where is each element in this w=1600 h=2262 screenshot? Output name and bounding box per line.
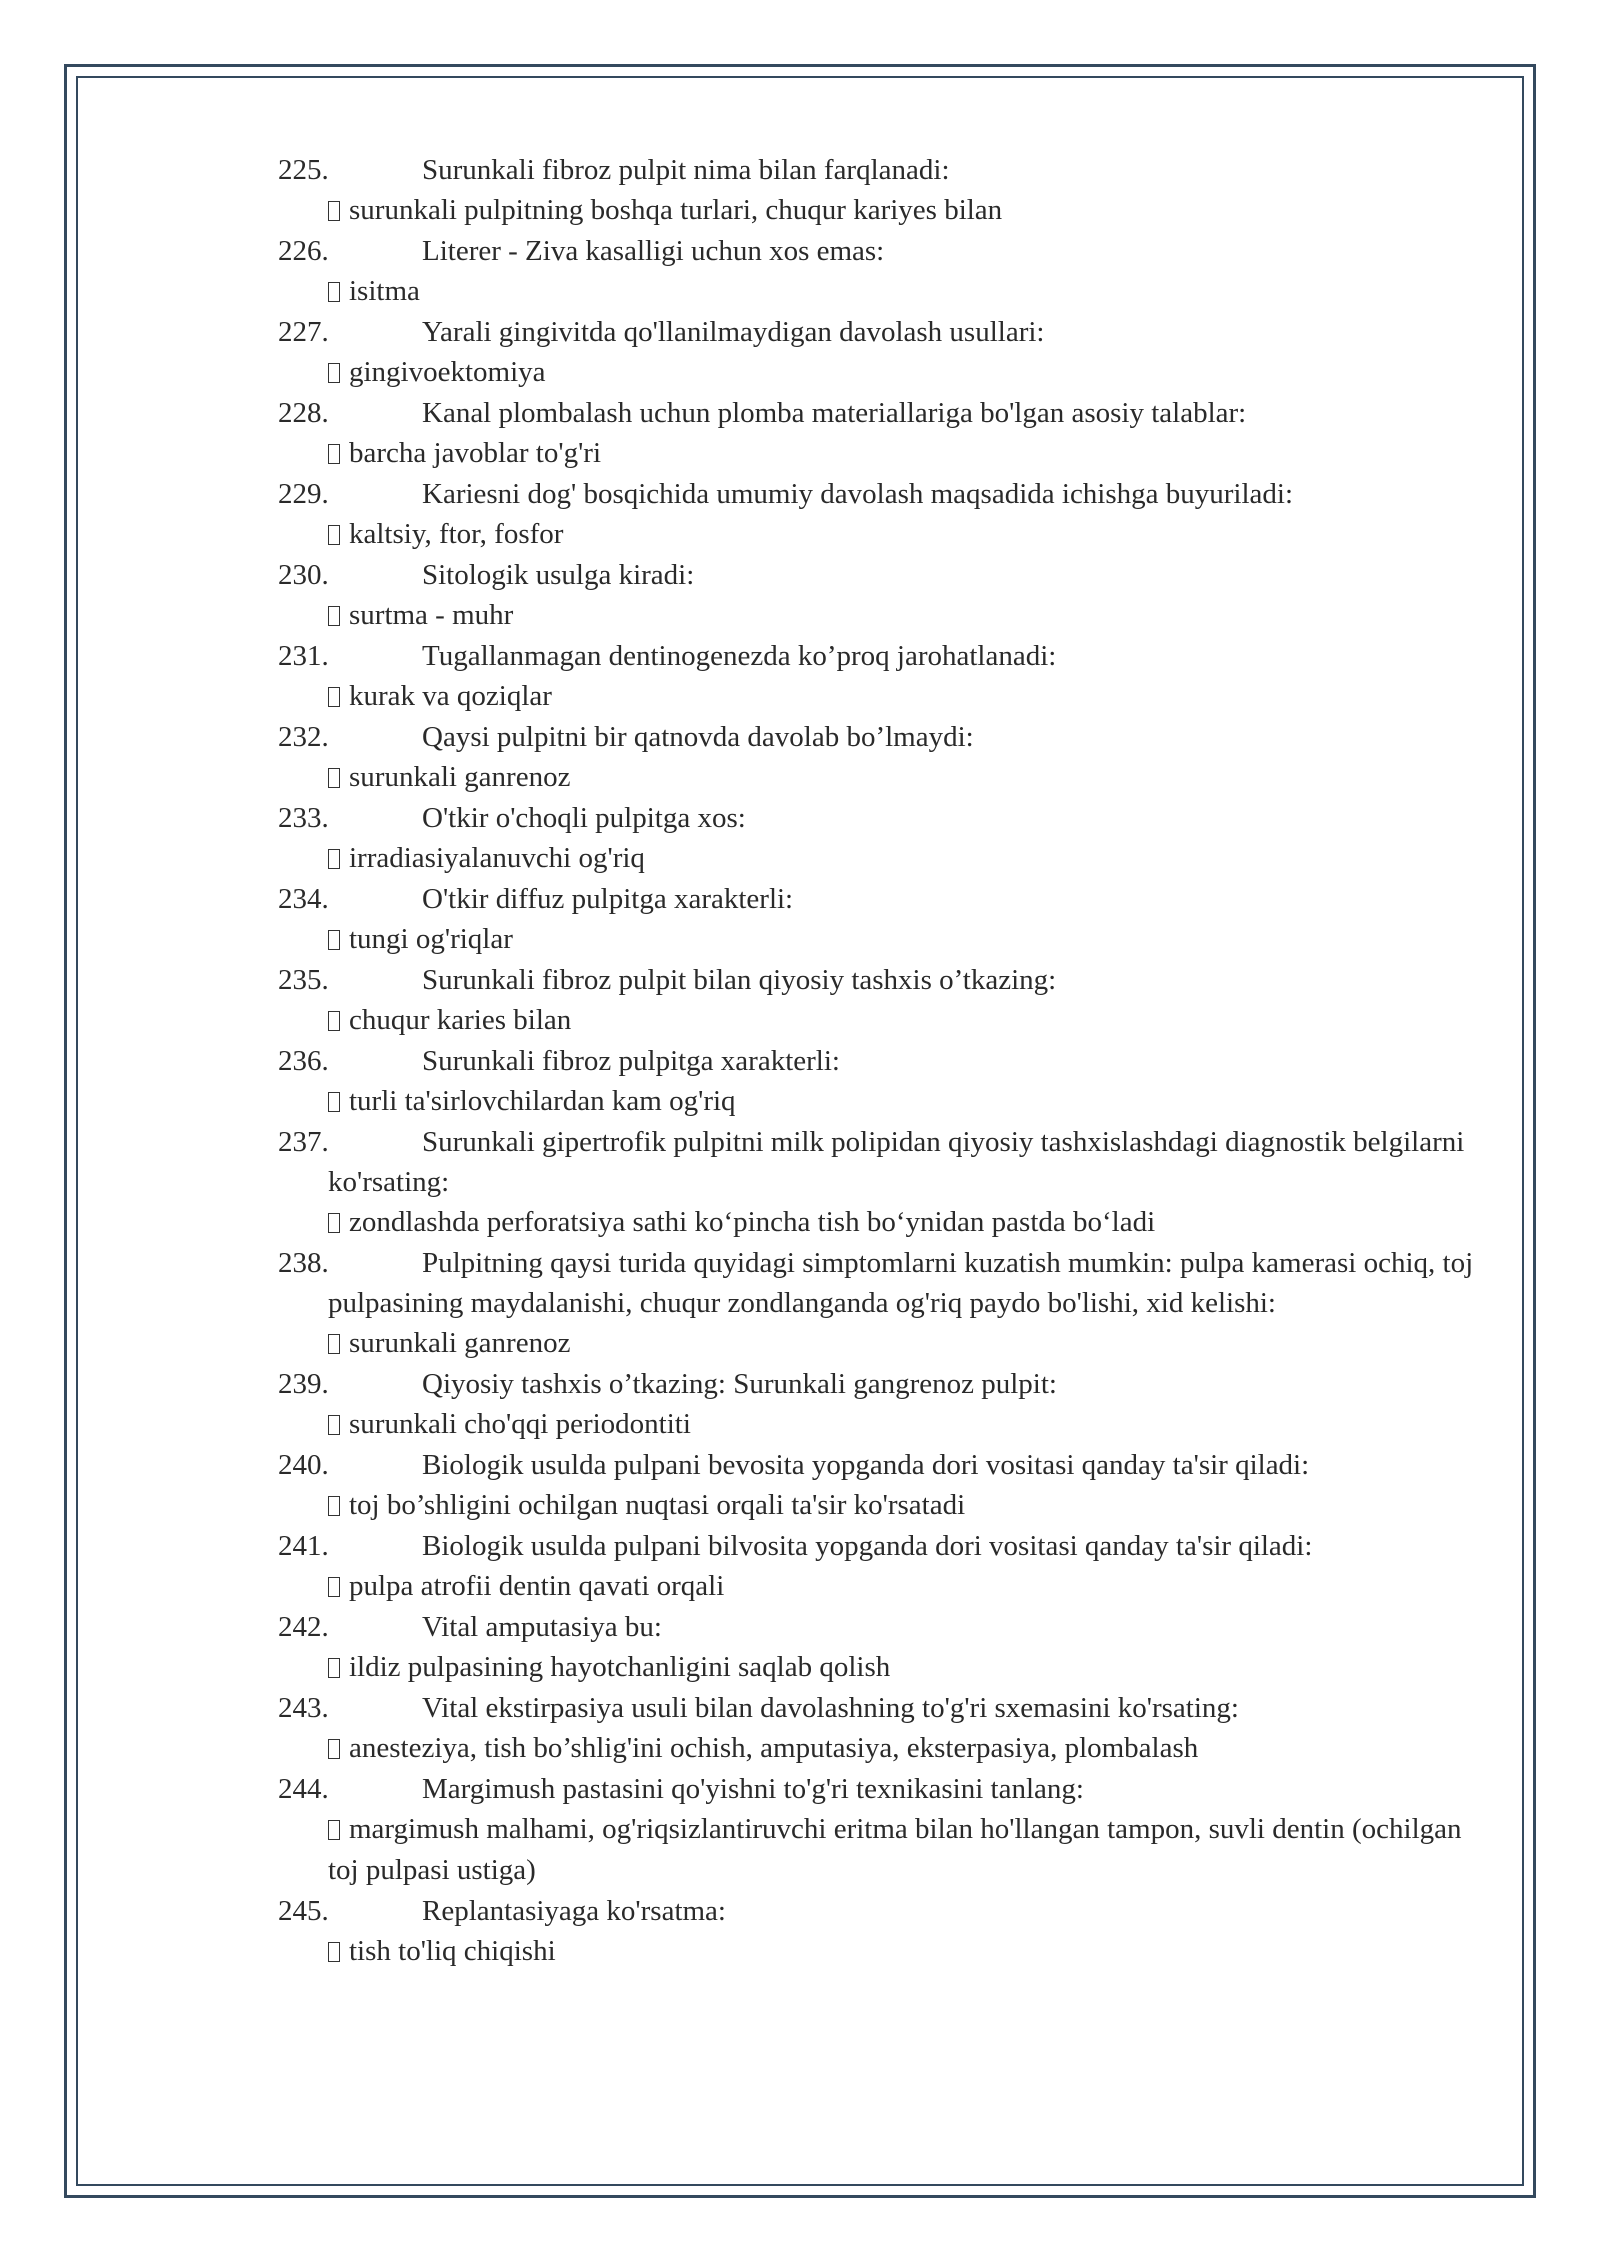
question-number: 245. xyxy=(278,1895,329,1927)
answer-checkbox-icon xyxy=(328,201,340,221)
question-item xyxy=(278,798,1478,838)
question-number: 235. xyxy=(278,964,329,996)
question-item xyxy=(278,879,1478,919)
answer-text: toj bo’shligini ochilgan nuqtasi orqali ta'sir ko'rsatadi xyxy=(349,1489,966,1521)
answer-item xyxy=(278,1404,1478,1445)
question-number: 227. xyxy=(278,316,329,348)
answer-checkbox-icon xyxy=(328,1820,340,1840)
question-item xyxy=(278,1607,1478,1647)
question-text: Biologik usulda pulpani bevosita yopganda dori vositasi qanday ta'sir qiladi: xyxy=(422,1449,1310,1481)
question-item xyxy=(278,1688,1478,1728)
answer-checkbox-icon xyxy=(328,606,340,626)
answer-checkbox-icon xyxy=(328,1739,340,1759)
question-item xyxy=(278,555,1478,595)
question-number: 242. xyxy=(278,1611,329,1643)
question-text: Literer - Ziva kasalligi uchun xos emas: xyxy=(422,235,885,267)
answer-item xyxy=(278,1566,1478,1607)
question-text: Vital amputasiya bu: xyxy=(422,1611,662,1643)
question-item xyxy=(278,474,1478,514)
question-number: 229. xyxy=(278,478,329,510)
question-item xyxy=(278,231,1478,271)
answer-item xyxy=(278,1081,1478,1122)
answer-checkbox-icon xyxy=(328,1334,340,1354)
question-text: Qaysi pulpitni bir qatnovda davolab bo’lmaydi: xyxy=(422,721,974,753)
answer-checkbox-icon xyxy=(328,1942,340,1962)
question-text: O'tkir diffuz pulpitga xarakterli: xyxy=(422,883,794,915)
question-number: 241. xyxy=(278,1530,329,1562)
answer-text: gingivoektomiya xyxy=(349,356,546,388)
answer-item xyxy=(278,1202,1478,1243)
question-number: 239. xyxy=(278,1368,329,1400)
answer-text: surunkali pulpitning boshqa turlari, chuqur kariyes bilan xyxy=(349,194,1003,226)
question-text: Sitologik usulga kiradi: xyxy=(422,559,695,591)
answer-item xyxy=(278,1485,1478,1526)
question-item xyxy=(278,960,1478,1000)
answer-checkbox-icon xyxy=(328,1092,340,1112)
question-text: Kariesni dog' bosqichida umumiy davolash maqsadida ichishga buyuriladi: xyxy=(422,478,1294,510)
question-number: 232. xyxy=(278,721,329,753)
question-text: Surunkali fibroz pulpitga xarakterli: xyxy=(422,1045,840,1077)
answer-checkbox-icon xyxy=(328,1011,340,1031)
answer-text: kurak va qoziqlar xyxy=(349,680,552,712)
answer-item xyxy=(278,1000,1478,1041)
question-text: Replantasiyaga ko'rsatma: xyxy=(422,1895,726,1927)
question-item xyxy=(278,1526,1478,1566)
question-text: Kanal plombalash uchun plomba materiallariga bo'lgan asosiy talablar: xyxy=(422,397,1247,429)
question-number: 244. xyxy=(278,1773,329,1805)
question-number: 236. xyxy=(278,1045,329,1077)
question-item xyxy=(278,636,1478,676)
answer-checkbox-icon xyxy=(328,1658,340,1678)
answer-checkbox-icon xyxy=(328,687,340,707)
answer-checkbox-icon xyxy=(328,1213,340,1233)
question-item xyxy=(278,1445,1478,1485)
question-text: Surunkali fibroz pulpit bilan qiyosiy tashxis o’tkazing: xyxy=(422,964,1057,996)
question-number: 243. xyxy=(278,1692,329,1724)
answer-text: pulpa atrofii dentin qavati orqali xyxy=(349,1570,725,1602)
answer-checkbox-icon xyxy=(328,525,340,545)
question-item xyxy=(278,1891,1478,1931)
answer-text: margimush malhami, og'riqsizlantiruvchi eritma bilan ho'llangan tampon, suvli dentin (ochilgan toj pulpasi ustiga) xyxy=(328,1813,1462,1886)
answer-checkbox-icon xyxy=(328,363,340,383)
question-item xyxy=(278,1364,1478,1404)
answer-checkbox-icon xyxy=(328,930,340,950)
question-number: 238. xyxy=(278,1247,329,1279)
question-text: Surunkali gipertrofik pulpitni milk polipidan qiyosiy tashxislashdagi diagnostik belgilarni ko'rsating: xyxy=(328,1126,1465,1198)
answer-text: ildiz pulpasining hayotchanligini saqlab qolish xyxy=(349,1651,891,1683)
answer-item xyxy=(278,919,1478,960)
answer-item xyxy=(278,595,1478,636)
answer-text: tish to'liq chiqishi xyxy=(349,1935,556,1967)
answer-item xyxy=(278,1323,1478,1364)
answer-item xyxy=(278,757,1478,798)
answer-item xyxy=(278,838,1478,879)
answer-item xyxy=(278,271,1478,312)
answer-text: surunkali ganrenoz xyxy=(349,1327,571,1359)
question-number: 230. xyxy=(278,559,329,591)
answer-item xyxy=(278,676,1478,717)
question-item xyxy=(278,1041,1478,1081)
answer-text: surtma - muhr xyxy=(349,599,514,631)
question-list xyxy=(278,150,1478,1972)
question-text: Vital ekstirpasiya usuli bilan davolashning to'g'ri sxemasini ko'rsating: xyxy=(422,1692,1239,1724)
answer-item xyxy=(278,352,1478,393)
answer-text: turli ta'sirlovchilardan kam og'riq xyxy=(349,1085,736,1117)
question-number: 231. xyxy=(278,640,329,672)
answer-item xyxy=(278,1647,1478,1688)
question-text: O'tkir o'choqli pulpitga xos: xyxy=(422,802,746,834)
answer-checkbox-icon xyxy=(328,1496,340,1516)
question-item xyxy=(278,150,1478,190)
question-item xyxy=(278,393,1478,433)
question-number: 240. xyxy=(278,1449,329,1481)
answer-checkbox-icon xyxy=(328,849,340,869)
question-number: 228. xyxy=(278,397,329,429)
question-item xyxy=(278,1769,1478,1809)
answer-text: kaltsiy, ftor, fosfor xyxy=(349,518,564,550)
answer-text: tungi og'riqlar xyxy=(349,923,513,955)
answer-text: isitma xyxy=(349,275,420,307)
question-text: Margimush pastasini qo'yishni to'g'ri texnikasini tanlang: xyxy=(422,1773,1084,1805)
answer-text: surunkali cho'qqi periodontiti xyxy=(349,1408,691,1440)
answer-checkbox-icon xyxy=(328,282,340,302)
answer-item xyxy=(278,514,1478,555)
answer-text: chuqur karies bilan xyxy=(349,1004,572,1036)
answer-checkbox-icon xyxy=(328,1415,340,1435)
answer-text: barcha javoblar to'g'ri xyxy=(349,437,602,469)
answer-checkbox-icon xyxy=(328,1577,340,1597)
question-number: 233. xyxy=(278,802,329,834)
question-number: 237. xyxy=(278,1126,329,1158)
question-text: Biologik usulda pulpani bilvosita yopganda dori vositasi qanday ta'sir qiladi: xyxy=(422,1530,1313,1562)
question-number: 234. xyxy=(278,883,329,915)
answer-text: anesteziya, tish bo’shlig'ini ochish, amputasiya, eksterpasiya, plombalash xyxy=(349,1732,1199,1764)
question-item xyxy=(278,312,1478,352)
answer-checkbox-icon xyxy=(328,444,340,464)
question-number: 226. xyxy=(278,235,329,267)
answer-text: surunkali ganrenoz xyxy=(349,761,571,793)
answer-text: zondlashda perforatsiya sathi ko‘pincha tish bo‘ynidan pastda bo‘ladi xyxy=(349,1206,1156,1238)
answer-item xyxy=(278,1931,1478,1972)
answer-checkbox-icon xyxy=(328,768,340,788)
answer-text: irradiasiyalanuvchi og'riq xyxy=(349,842,645,874)
question-text: Yarali gingivitda qo'llanilmaydigan davolash usullari: xyxy=(422,316,1045,348)
question-item xyxy=(278,1243,1478,1323)
question-number: 225. xyxy=(278,154,329,186)
answer-item xyxy=(278,1728,1478,1769)
question-text: Qiyosiy tashxis o’tkazing: Surunkali gangrenoz pulpit: xyxy=(422,1368,1057,1400)
answer-item xyxy=(278,433,1478,474)
answer-item xyxy=(278,1809,1478,1891)
question-text: Tugallanmagan dentinogenezda ko’proq jarohatlanadi: xyxy=(422,640,1057,672)
answer-item xyxy=(278,190,1478,231)
question-text: Pulpitning qaysi turida quyidagi simptomlarni kuzatish mumkin: pulpa kamerasi ochiq, toj pulpasining maydalanishi, chuqur zondlanganda og'riq paydo bo'lishi, xid kelishi: xyxy=(328,1247,1474,1319)
question-text: Surunkali fibroz pulpit nima bilan farqlanadi: xyxy=(422,154,950,186)
question-item xyxy=(278,1122,1478,1202)
question-item xyxy=(278,717,1478,757)
